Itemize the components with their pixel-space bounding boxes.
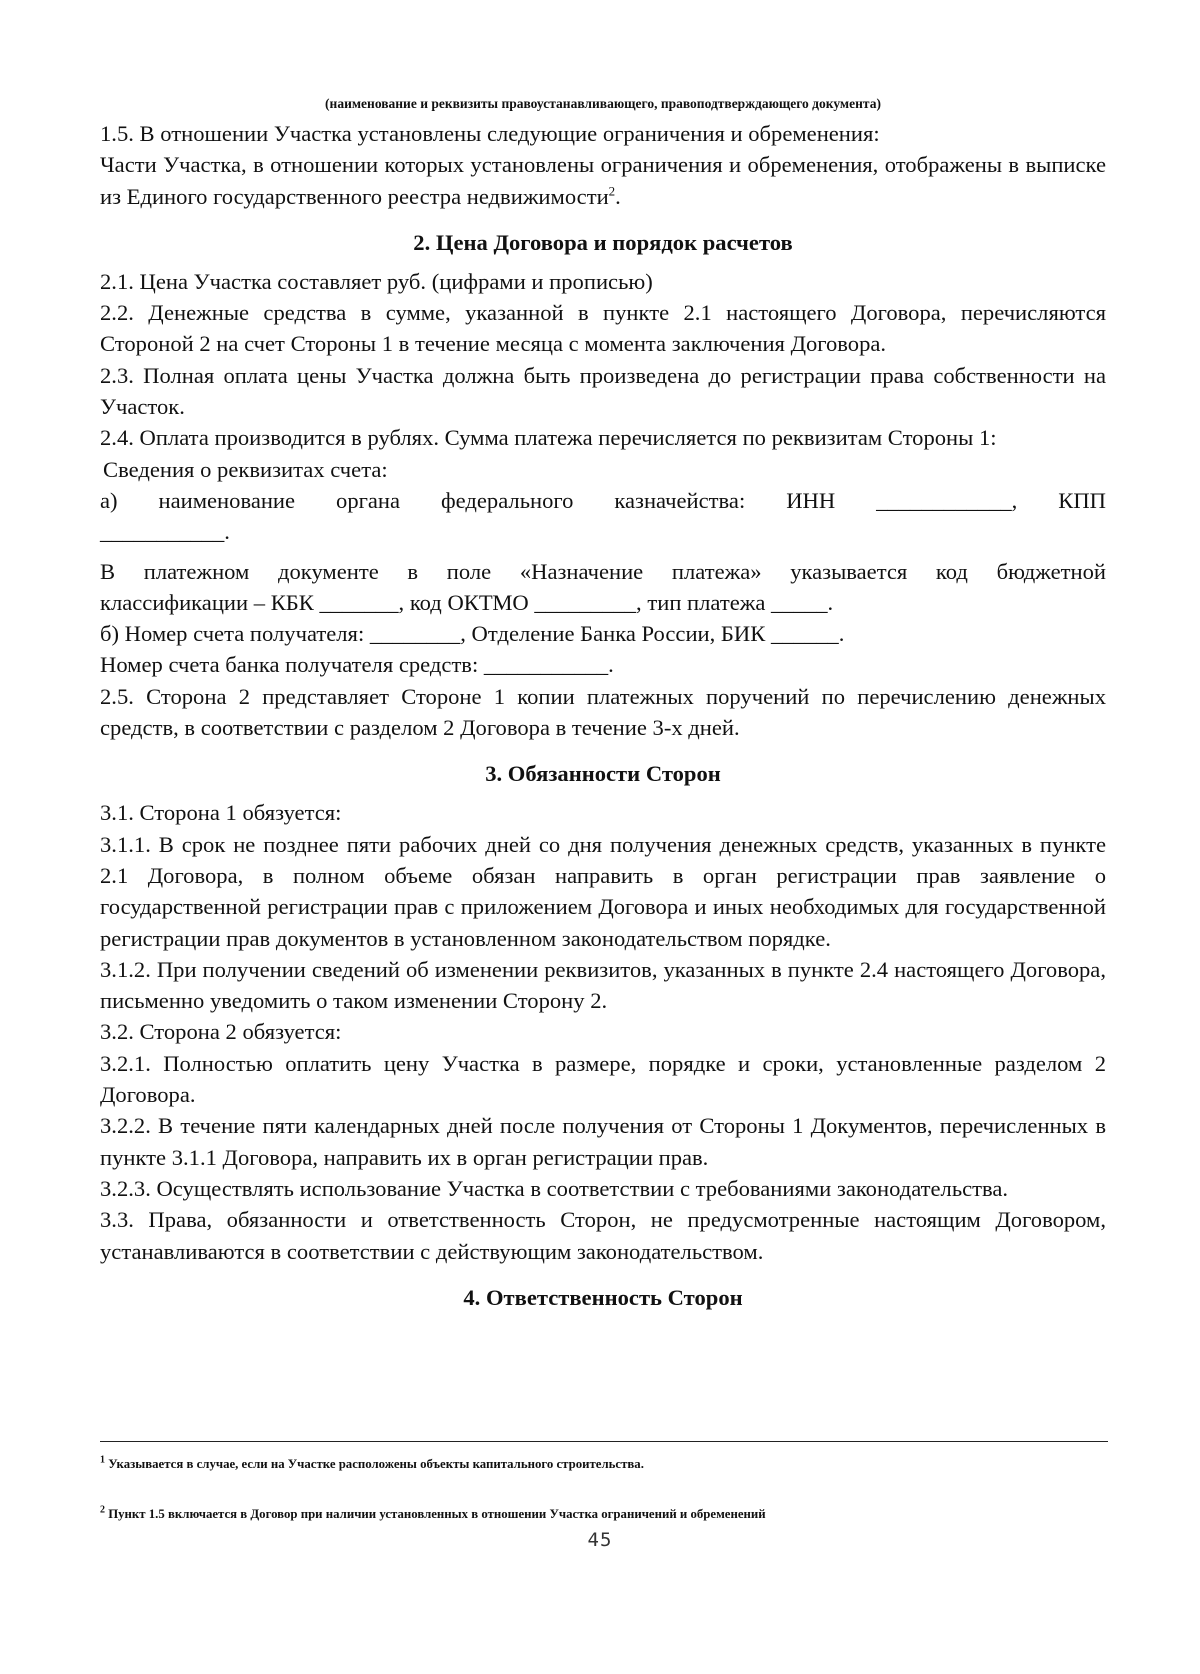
clause-parts [100,149,1106,212]
section-heading-2: 2. Цена Договора и порядок расчетов [413,229,793,255]
clause-3-2-3: 3.2.3. Осуществлять использование Участка в соответствии с требованиями законодательства. [100,1175,1009,1201]
bank-account-line: Номер счета банка получателя средств: ___________. [100,652,614,678]
account-details-label: Сведения о реквизитах счета: [103,456,388,482]
clause-1-5: 1.5. В отношении Участка установлены следующие ограничения и обременения: [100,121,880,146]
footnote-1 [100,1456,1106,1472]
clause-parts-end: . [615,183,621,209]
treasury-line: а) наименование органа федерального казначейства: ИНН ____________, КПП [100,487,1106,513]
footnote-2 [100,1506,1106,1522]
section-heading-4: 4. Ответственность Сторон [463,1284,743,1310]
footnote-1-text: Указывается в случае, если на Участке расположены объекты капитального строительства. [105,1457,644,1471]
spacer [100,548,1106,556]
footnote-1-mark: 1 [100,1454,105,1466]
footnote-2-text: Пункт 1.5 включается в Договор при наличии установленных в отношении Участка ограничений и обременений [105,1507,766,1521]
clause-parts-text: Части Участка, в отношении которых установлены ограничения и обременения, отображены в выписке из Единого государственного реестра недвижимости [100,152,1106,209]
footnote-divider [100,1441,1108,1442]
kbk-line-2: классификации – КБК _______, код ОКТМО _________, тип платежа _____. [100,589,834,615]
clause-2-4: 2.4. Оплата производится в рублях. Сумма платежа перечисляется по реквизитам Стороны 1: [100,425,997,451]
clause-2-2: 2.2. Денежные средства в сумме, указанной в пункте 2.1 настоящего Договора, перечисляются Стороной 2 на счет Стороны 1 в течение месяца с момента заключения Договора. [100,300,1106,357]
clause-3-1-2: 3.1.2. При получении сведений об изменении реквизитов, указанных в пункте 2.4 настоящего Договора, письменно уведомить о таком изменении Сторону 2. [100,956,1106,1014]
clause-3-2: 3.2. Сторона 2 обязуется: [100,1019,342,1045]
clause-2-5: 2.5. Сторона 2 представляет Стороне 1 копии платежных поручений по перечислению денежных средств, в соответствии с разделом 2 Договора в течение 3-х дней. [100,683,1106,741]
clause-3-2-1: 3.2.1. Полностью оплатить цену Участка в размере, порядке и сроки, установленные разделом 2 Договора. [100,1050,1106,1108]
page-number: 45 [587,1529,613,1551]
clause-2-1: 2.1. Цена Участка составляет руб. (цифрами и прописью) [100,268,653,294]
section-heading-3: 3. Обязанности Сторон [485,761,721,787]
clause-3-3: 3.3. Права, обязанности и ответственность Сторон, не предусмотренные настоящим Договором, устанавливаются в соответствии с действующим законодательством. [100,1207,1106,1264]
document-page [100,90,1106,1321]
clause-3-2-2: 3.2.2. В течение пяти календарных дней после получения от Стороны 1 Документов, перечисленных в пункте 3.1.1 Договора, направить их в орган регистрации прав. [100,1113,1106,1170]
clause-2-3: 2.3. Полная оплата цены Участка должна быть произведена до регистрации права собственности на Участок. [100,362,1106,420]
footnote-ref-2: 2 [608,183,616,199]
clause-3-1: 3.1. Сторона 1 обязуется: [100,800,342,826]
kbk-line-1: В платежном документе в поле «Назначение платежа» указывается код бюджетной [100,558,1106,584]
document-caption: (наименование и реквизиты правоустанавливающего, правоподтверждающего документа) [325,96,881,111]
clause-3-1-1: 3.1.1. В срок не позднее пяти рабочих дней со дня получения денежных средств, указанных в пункте 2.1 Договора, в полном объеме обязан направить в орган регистрации прав заявление о государственной регистрации прав с приложением Договора и иных необходимых для государственной регистрации прав документов в установленном законодательством порядке. [100,831,1106,951]
footnote-2-mark: 2 [100,1504,105,1516]
treasury-line-continued: ___________. [100,519,230,545]
recipient-account-line: б) Номер счета получателя: ________, Отделение Банка России, БИК ______. [100,621,845,647]
